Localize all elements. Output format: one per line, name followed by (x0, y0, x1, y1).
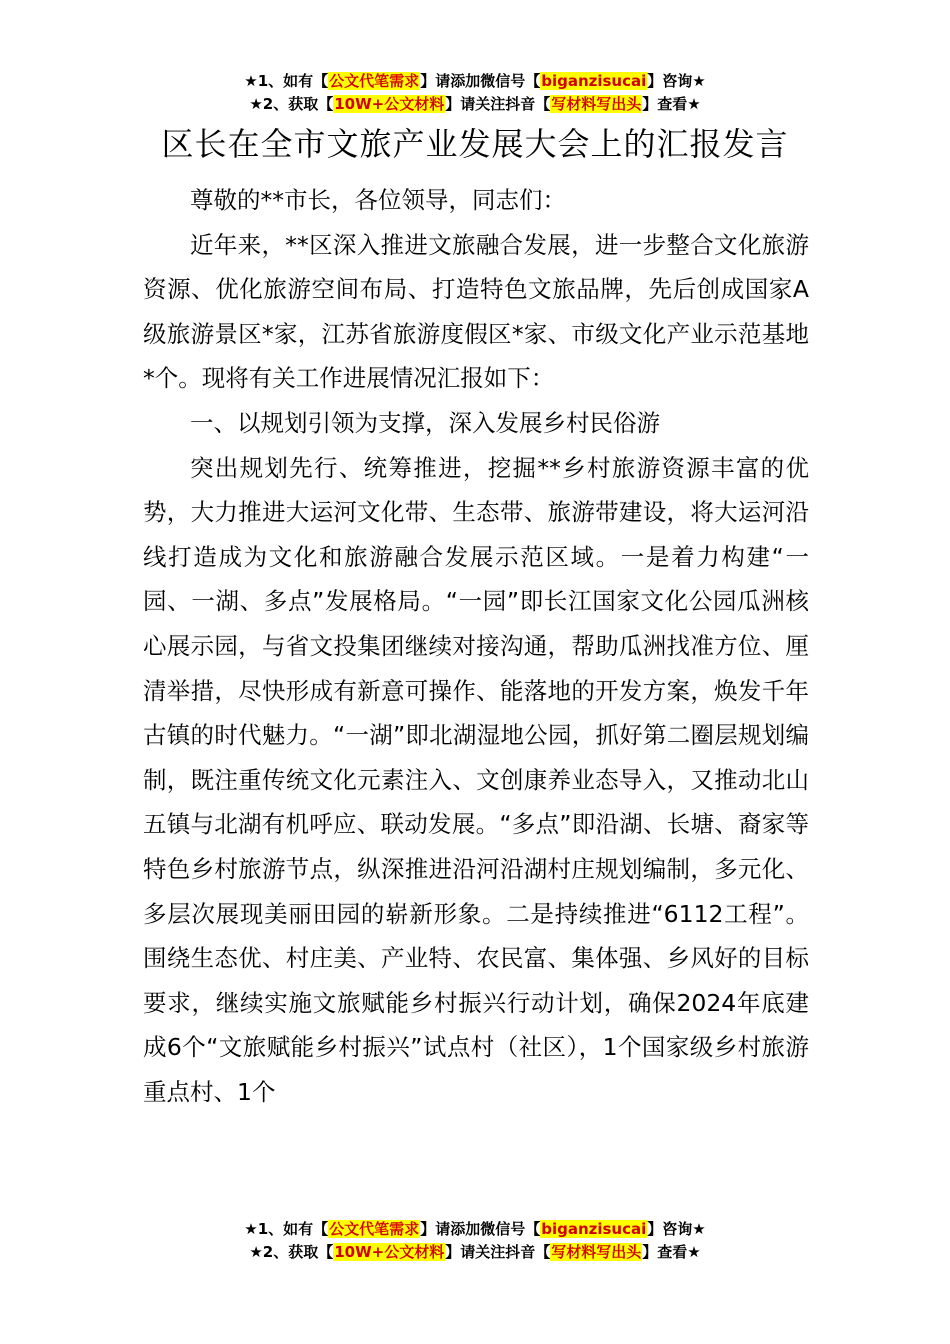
banner-highlight: biganzisucai (541, 1220, 647, 1238)
banner-line-1 (0, 70, 950, 93)
body-paragraph: 突出规划先行、统筹推进，挖掘**乡村旅游资源丰富的优势，大力推进大运河文化带、生态带、旅游带建设，将大运河沿线打造成为文化和旅游融合发展示范区域。一是着力构建“一园、一湖、多点”发展格局。“一园”即长江国家文化公园瓜洲核心展示园，与省文投集团继续对接沟通，帮助瓜洲找准方位、厘清举措，尽快形成有新意可操作、能落地的开发方案，焕发千年古镇的时代魅力。“一湖”即北湖湿地公园，抓好第二圈层规划编制，既注重传统文化元素注入、文创康养业态导入，又推动北山五镇与北湖有机呼应、联动发展。“多点”即沿湖、长塘、裔家等特色乡村旅游节点，纵深推进沿河沿湖村庄规划编制，多元化、多层次展现美丽田园的崭新形象。二是持续推进“6112工程”。围绕生态优、村庄美、产业特、农民富、集体强、乡风好的目标要求，继续实施文旅赋能乡村振兴行动计划，确保2024年底建成6个“文旅赋能乡村振兴”试点村（社区），1个国家级乡村旅游重点村、1个 (143, 453, 809, 1106)
banner-text: 】咨询★ (647, 1220, 706, 1238)
banner-highlight: 写材料写出头 (551, 1243, 642, 1261)
banner-text: 】请添加微信号【 (420, 72, 541, 90)
banner-text: 】咨询★ (647, 72, 706, 90)
banner-line-2 (0, 1241, 950, 1264)
banner-highlight: 10W+公文材料 (334, 1243, 445, 1261)
banner-text: ★1、如有【 (244, 1220, 329, 1238)
footer-banner (0, 1218, 950, 1264)
banner-text: 】请关注抖音【 (445, 95, 551, 113)
salutation: 尊敬的**市长，各位领导，同志们： (190, 186, 566, 214)
banner-highlight: biganzisucai (541, 72, 647, 90)
banner-text: 】请添加微信号【 (420, 1220, 541, 1238)
banner-line-1 (0, 1218, 950, 1241)
banner-highlight: 写材料写出头 (551, 95, 642, 113)
banner-text: ★2、获取【 (249, 95, 334, 113)
banner-text: 】查看★ (642, 1243, 701, 1261)
header-banner (0, 70, 950, 116)
document-body (143, 178, 809, 1114)
banner-text: 】查看★ (642, 95, 701, 113)
banner-text: ★1、如有【 (244, 72, 329, 90)
section-heading: 一、以规划引领为支撑，深入发展乡村民俗游 (190, 408, 660, 437)
banner-highlight: 公文代笔需求 (329, 1220, 420, 1238)
document-title: 区长在全市文旅产业发展大会上的汇报发言 (161, 125, 789, 163)
banner-text: 】请关注抖音【 (445, 1243, 551, 1261)
intro-paragraph: 近年来，**区深入推进文旅融合发展，进一步整合文化旅游资源、优化旅游空间布局、打造特色文旅品牌，先后创成国家A级旅游景区*家，江苏省旅游度假区*家、市级文化产业示范基地*个。现将有关工作进展情况汇报如下： (143, 230, 809, 393)
banner-highlight: 公文代笔需求 (329, 72, 420, 90)
banner-text: ★2、获取【 (249, 1243, 334, 1261)
banner-line-2 (0, 93, 950, 116)
banner-highlight: 10W+公文材料 (334, 95, 445, 113)
